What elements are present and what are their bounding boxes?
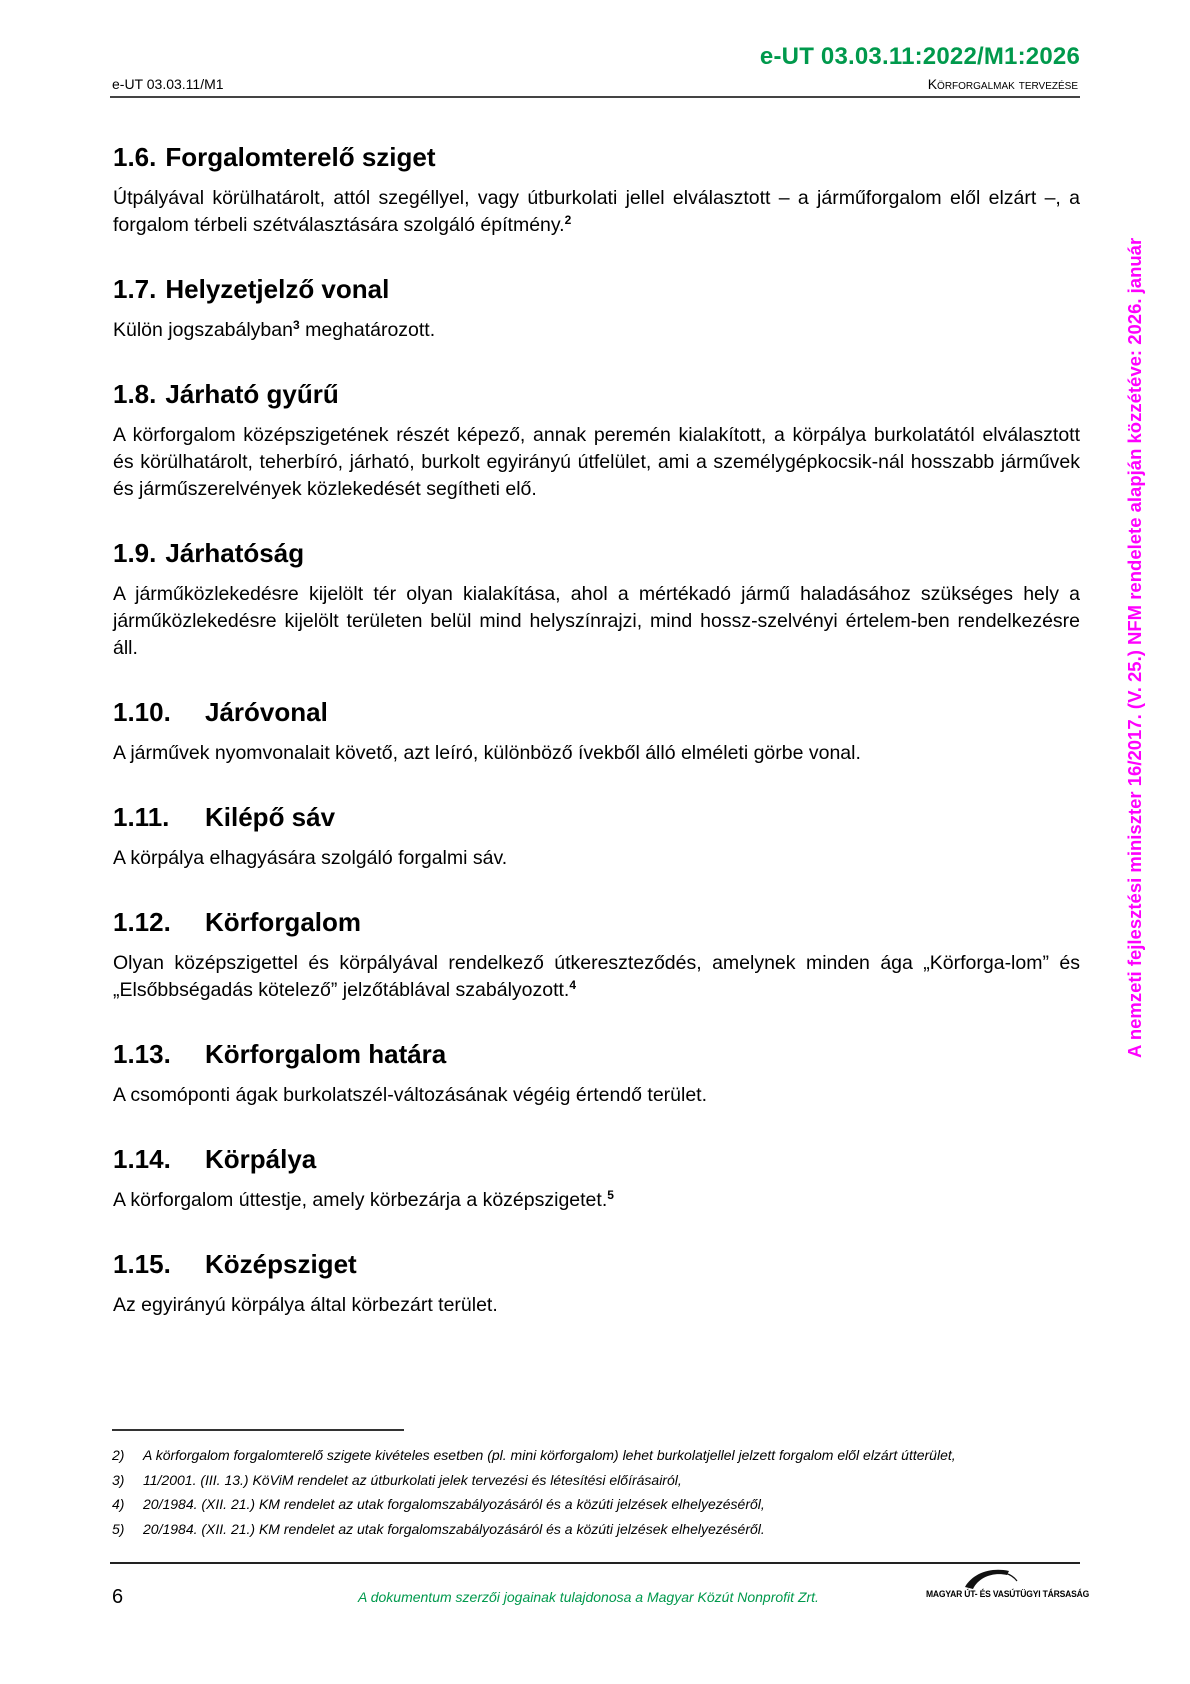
footer-divider	[110, 1562, 1080, 1564]
section-heading	[113, 1037, 1080, 1071]
section-text: A körforgalom középszigetének részét képező, annak peremén kialakított, a körpálya burkolatától elválasztott és körülhatárolt, teherbíró, járható, burkolt egyirányú útfelület, ami a személygépkocsik-nál hosszabb járművek és járműszerelvények közlekedését segítheti elő.	[113, 424, 1080, 500]
section-1-11	[113, 800, 1080, 872]
section-heading	[113, 536, 1080, 570]
footnote-ref[interactable]: 4	[569, 978, 577, 992]
section-1-13	[113, 1037, 1080, 1109]
footnote-text: 20/1984. (XII. 21.) KM rendelet az utak forgalomszabályozásáról és a közúti jelzések elhelyezéséről,	[143, 1496, 765, 1512]
section-body: Olyan középszigettel és körpályával rendelkező útkereszteződés, amelynek minden ága „Körforga-lom” és „Elsőbbségadás kötelező” jelzőtáblával szabályozott.	[113, 952, 1080, 1001]
section-title: Helyzetjelző vonal	[165, 274, 390, 304]
section-heading	[113, 272, 1080, 306]
section-text	[113, 185, 1080, 239]
section-text: A csomóponti ágak burkolatszél-változásának végéig értendő terület.	[113, 1084, 708, 1106]
footnote-ref[interactable]: 5	[607, 1188, 614, 1202]
footnote	[112, 1517, 1087, 1542]
section-number: 1.13.	[113, 1039, 171, 1069]
header-left-code: e-UT 03.03.11/M1	[112, 76, 224, 92]
section-number: 1.12.	[113, 907, 171, 937]
section-number: 1.14.	[113, 1144, 171, 1174]
footnote-text: 11/2001. (III. 13.) KöViM rendelet az útburkolati jelek tervezési és létesítési előírásairól,	[143, 1471, 682, 1488]
section-text: A járműközlekedésre kijelölt tér olyan kialakítása, ahol a mértékadó jármű haladásához szükséges hely a járműközlekedésre kijelölt területen belül mind helyszínrajzi, mind hossz-szelvényi értelem-ben rendelkezésre áll.	[113, 583, 1080, 659]
footnote-ref[interactable]: 2	[564, 213, 572, 227]
section-1-12	[113, 905, 1080, 1004]
section-1-6	[113, 140, 1080, 239]
section-title: Körforgalom	[205, 907, 361, 937]
section-number: 1.8.	[113, 379, 157, 409]
section-title: Forgalomterelő sziget	[165, 142, 436, 172]
section-1-14	[113, 1142, 1080, 1214]
publication-watermark: A nemzeti fejlesztési miniszter 16/2017. (V. 25.) NFM rendelete alapján közzétéve: 2026. január	[1124, 237, 1145, 1058]
section-text: A körpálya elhagyására szolgáló forgalmi sáv.	[113, 847, 508, 869]
footnotes	[112, 1443, 1087, 1541]
section-heading	[113, 140, 1080, 174]
footnote	[112, 1492, 1087, 1517]
section-title: Járóvonal	[205, 697, 328, 727]
section-heading	[113, 695, 1080, 729]
footnote-number: 5)	[112, 1520, 125, 1537]
footnote	[112, 1468, 1087, 1493]
section-heading	[113, 800, 1080, 834]
footnote-divider	[112, 1429, 404, 1431]
footnote-number: 3)	[112, 1471, 125, 1488]
section-title: Középsziget	[205, 1249, 357, 1279]
section-title: Kilépő sáv	[205, 802, 336, 832]
header-title: Körforgalmak tervezése	[927, 76, 1078, 92]
section-heading	[113, 1142, 1080, 1176]
footnote-ref[interactable]: 3	[292, 318, 300, 332]
section-title: Járható gyűrű	[165, 379, 339, 409]
section-text	[113, 950, 1080, 1004]
society-logo	[926, 1567, 1090, 1617]
section-number: 1.6.	[113, 142, 157, 172]
section-1-10	[113, 695, 1080, 767]
section-text: A járművek nyomvonalait követő, azt leíró, különböző ívekből álló elméleti görbe vonal.	[113, 742, 861, 764]
logo-text: MAGYAR ÚT- ÉS VASÚTÜGYI TÁRSASÁG	[926, 1589, 1090, 1599]
footnote-text: A körforgalom forgalomterelő szigete kivételes esetben (pl. mini körforgalom) lehet burkolatjellel jelzett forgalom elől elzárt útterület,	[143, 1447, 956, 1463]
section-1-7	[113, 272, 1080, 344]
section-heading	[113, 1247, 1080, 1281]
section-text	[113, 1187, 1080, 1214]
section-number: 1.10.	[113, 697, 171, 727]
section-title: Körforgalom határa	[205, 1039, 447, 1069]
section-heading	[113, 905, 1080, 939]
section-body: A körforgalom úttestje, amely körbezárja a középszigetet.	[113, 1189, 608, 1211]
section-text	[113, 317, 1080, 344]
section-title: Járhatóság	[165, 538, 305, 568]
copyright-notice: A dokumentum szerzői jogainak tulajdonosa a Magyar Közút Nonprofit Zrt.	[358, 1589, 819, 1605]
section-1-9	[113, 536, 1080, 662]
section-number: 1.15.	[113, 1249, 171, 1279]
section-body: Külön jogszabályban	[113, 319, 293, 341]
footnote	[112, 1443, 1087, 1468]
footnote-number: 2)	[112, 1447, 125, 1463]
document-code: e-UT 03.03.11:2022/M1:2026	[759, 43, 1080, 70]
road-arc-icon	[961, 1567, 1021, 1591]
section-text: Az egyirányú körpálya által körbezárt terület.	[113, 1294, 498, 1316]
section-body-cont: meghatározott.	[299, 319, 436, 341]
definitions-content	[113, 140, 1080, 1352]
section-number: 1.9.	[113, 538, 157, 568]
footnote-text: 20/1984. (XII. 21.) KM rendelet az utak forgalomszabályozásáról és a közúti jelzések elhelyezéséről.	[143, 1520, 765, 1537]
section-heading	[113, 377, 1080, 411]
footnote-number: 4)	[112, 1496, 125, 1512]
section-title: Körpálya	[205, 1144, 317, 1174]
header-divider	[110, 96, 1080, 98]
section-number: 1.7.	[113, 274, 157, 304]
section-1-15	[113, 1247, 1080, 1319]
page-number: 6	[112, 1586, 124, 1608]
section-number: 1.11.	[113, 802, 170, 832]
section-body: Útpályával körülhatárolt, attól szegéllyel, vagy útburkolati jellel elválasztott – a járműforgalom elől elzárt –, a forgalom térbeli szétválasztására szolgáló építmény.	[113, 187, 1080, 236]
section-1-8	[113, 377, 1080, 503]
